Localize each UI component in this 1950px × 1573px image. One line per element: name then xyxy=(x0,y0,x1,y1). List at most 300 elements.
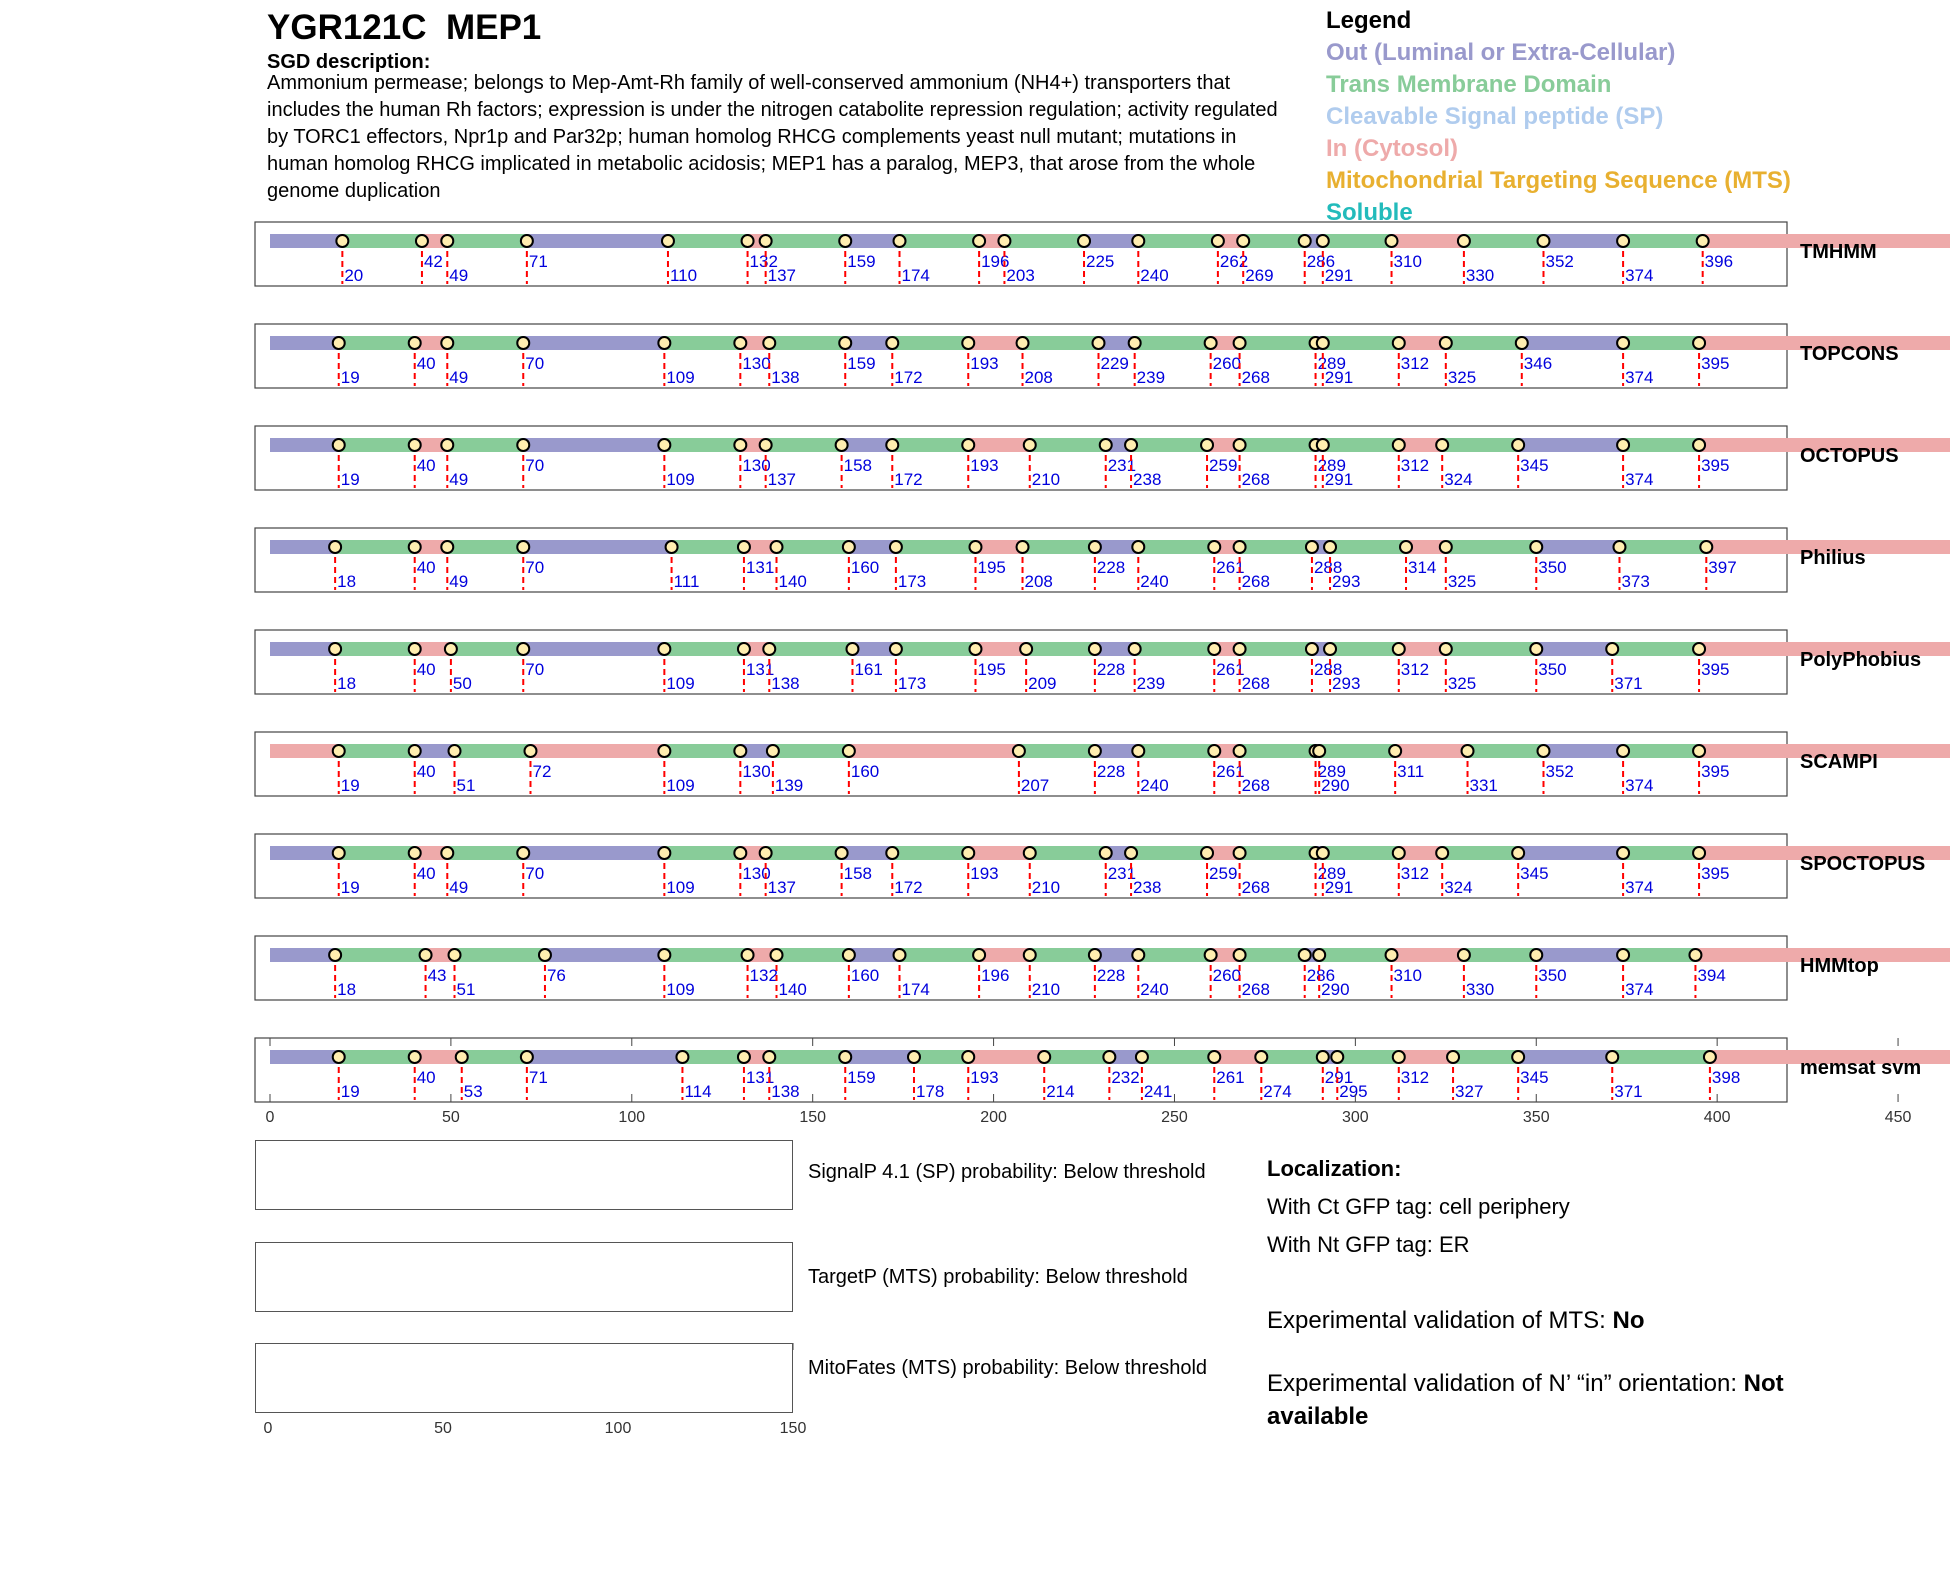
legend-title: Legend xyxy=(1326,7,1412,34)
segment-tm xyxy=(1323,234,1392,248)
boundary-label: 261 xyxy=(1216,1068,1245,1087)
segment-tm xyxy=(1135,336,1211,350)
x-tick-label: 150 xyxy=(799,1109,827,1126)
boundary-marker xyxy=(1020,643,1032,655)
mts-validation-label: Experimental validation of MTS: xyxy=(1267,1307,1613,1334)
boundary-marker xyxy=(409,643,421,655)
x-tick-label: 300 xyxy=(1342,1109,1369,1126)
boundary-label: 324 xyxy=(1444,470,1473,489)
segment-tm xyxy=(1330,540,1406,554)
segment-tm xyxy=(1240,438,1316,452)
boundary-label: 293 xyxy=(1332,674,1361,693)
boundary-label: 130 xyxy=(742,354,771,373)
boundary-marker xyxy=(738,643,750,655)
boundary-label: 288 xyxy=(1313,660,1343,679)
segment-tm xyxy=(1319,744,1395,758)
track-name: SPOCTOPUS xyxy=(1800,853,1926,875)
segment-tm xyxy=(1446,540,1536,554)
boundary-marker xyxy=(1440,541,1452,553)
segment-out xyxy=(270,948,335,962)
boundary-label: 159 xyxy=(847,1068,876,1087)
boundary-marker xyxy=(771,949,783,961)
boundary-marker xyxy=(1212,235,1224,247)
boundary-label: 19 xyxy=(340,1082,360,1101)
segment-out xyxy=(270,234,342,248)
boundary-label: 138 xyxy=(771,1082,800,1101)
boundary-label: 109 xyxy=(666,776,695,795)
boundary-marker xyxy=(962,337,974,349)
boundary-marker xyxy=(742,235,754,247)
boundary-label: 19 xyxy=(340,470,360,489)
boundary-marker xyxy=(658,643,670,655)
boundary-marker xyxy=(1389,745,1401,757)
boundary-label: 132 xyxy=(749,252,778,271)
boundary-marker xyxy=(1017,337,1029,349)
boundary-label: 228 xyxy=(1096,660,1126,679)
boundary-label: 238 xyxy=(1133,470,1162,489)
boundary-marker xyxy=(517,847,529,859)
segment-tm xyxy=(766,234,846,248)
segment-tm xyxy=(892,846,968,860)
boundary-label: 207 xyxy=(1020,776,1050,795)
segment-out xyxy=(1518,1050,1612,1064)
boundary-label: 289 xyxy=(1317,864,1346,883)
segment-tm xyxy=(447,438,523,452)
boundary-label: 173 xyxy=(897,674,927,693)
boundary-marker xyxy=(1693,337,1705,349)
boundary-marker xyxy=(1317,235,1329,247)
boundary-marker xyxy=(333,1051,345,1063)
boundary-marker xyxy=(333,337,345,349)
segment-tm xyxy=(1323,336,1399,350)
segment-tm xyxy=(664,438,740,452)
boundary-marker xyxy=(763,1051,775,1063)
boundary-marker xyxy=(1516,337,1528,349)
boundary-label: 40 xyxy=(416,864,436,883)
boundary-marker xyxy=(658,949,670,961)
segment-in xyxy=(968,438,1030,452)
localization xyxy=(1267,1150,1570,1264)
boundary-marker xyxy=(1201,439,1213,451)
boundary-label: 228 xyxy=(1096,966,1126,985)
prob-tick-label: 150 xyxy=(779,1420,807,1437)
boundary-label: 290 xyxy=(1321,980,1350,999)
boundary-label: 19 xyxy=(340,776,360,795)
boundary-label: 312 xyxy=(1400,660,1430,679)
boundary-marker xyxy=(1393,439,1405,451)
boundary-marker xyxy=(1208,541,1220,553)
boundary-label: 193 xyxy=(970,354,999,373)
segment-out xyxy=(527,234,668,248)
boundary-label: 210 xyxy=(1031,878,1061,897)
boundary-marker xyxy=(1205,949,1217,961)
segment-tm xyxy=(447,846,523,860)
boundary-label: 228 xyxy=(1096,762,1126,781)
boundary-marker xyxy=(1125,847,1137,859)
segment-tm xyxy=(773,744,849,758)
boundary-marker xyxy=(890,643,902,655)
boundary-label: 71 xyxy=(528,252,548,271)
boundary-marker xyxy=(760,235,772,247)
boundary-label: 259 xyxy=(1209,864,1238,883)
boundary-marker xyxy=(1400,541,1412,553)
boundary-label: 159 xyxy=(847,354,876,373)
boundary-marker xyxy=(1208,643,1220,655)
boundary-label: 109 xyxy=(666,980,695,999)
boundary-label: 196 xyxy=(981,966,1010,985)
boundary-label: 70 xyxy=(525,660,545,679)
segment-out xyxy=(270,336,339,350)
segment-out xyxy=(845,336,892,350)
page-title: YGR121C MEP1 xyxy=(267,8,542,47)
boundary-marker xyxy=(329,541,341,553)
boundary-label: 240 xyxy=(1140,572,1169,591)
segment-tm xyxy=(769,336,845,350)
boundary-label: 238 xyxy=(1133,878,1162,897)
boundary-label: 137 xyxy=(767,470,797,489)
legend-item-soluble: Soluble xyxy=(1326,199,1413,226)
boundary-label: 293 xyxy=(1332,572,1361,591)
segment-tm xyxy=(455,744,531,758)
boundary-marker xyxy=(886,439,898,451)
boundary-label: 138 xyxy=(771,674,800,693)
boundary-label: 210 xyxy=(1031,980,1061,999)
segment-tm xyxy=(664,642,744,656)
boundary-marker xyxy=(441,439,453,451)
boundary-marker xyxy=(843,949,855,961)
boundary-marker xyxy=(1234,439,1246,451)
segment-in xyxy=(415,1050,462,1064)
segment-tm xyxy=(1464,234,1544,248)
segment-out xyxy=(523,438,664,452)
track-frame xyxy=(255,834,1787,898)
segment-tm xyxy=(1138,744,1214,758)
boundary-label: 110 xyxy=(669,266,698,285)
segment-out xyxy=(842,438,893,452)
segment-out xyxy=(1543,234,1623,248)
boundary-label: 352 xyxy=(1545,252,1574,271)
boundary-label: 40 xyxy=(416,558,436,577)
boundary-label: 268 xyxy=(1241,878,1270,897)
segment-tm xyxy=(1261,1050,1323,1064)
boundary-label: 241 xyxy=(1143,1082,1173,1101)
segment-out xyxy=(1518,846,1623,860)
boundary-label: 131 xyxy=(745,1068,775,1087)
boundary-label: 76 xyxy=(546,966,566,985)
segment-tm xyxy=(1240,744,1316,758)
boundary-label: 50 xyxy=(452,674,472,693)
boundary-label: 114 xyxy=(684,1082,712,1101)
track-name: TMHMM xyxy=(1800,241,1877,263)
boundary-label: 174 xyxy=(901,266,930,285)
track-frame xyxy=(255,426,1787,490)
boundary-label: 324 xyxy=(1444,878,1473,897)
boundary-marker xyxy=(1331,1051,1343,1063)
boundary-label: 49 xyxy=(449,266,469,285)
segment-tm xyxy=(892,438,968,452)
boundary-label: 70 xyxy=(525,864,545,883)
boundary-marker xyxy=(836,439,848,451)
segment-tm xyxy=(1464,948,1536,962)
boundary-marker xyxy=(1606,1051,1618,1063)
segment-tm xyxy=(455,948,545,962)
segment-tm xyxy=(1240,948,1305,962)
boundary-label: 395 xyxy=(1701,864,1730,883)
segment-out xyxy=(1543,744,1623,758)
boundary-marker xyxy=(420,949,432,961)
boundary-marker xyxy=(333,745,345,757)
boundary-label: 398 xyxy=(1711,1068,1741,1087)
orientation-validation xyxy=(1267,1367,1867,1433)
boundary-label: 288 xyxy=(1313,558,1343,577)
boundary-marker xyxy=(1132,235,1144,247)
segment-tm xyxy=(1619,540,1706,554)
boundary-label: 209 xyxy=(1028,674,1057,693)
segment-in xyxy=(530,744,664,758)
boundary-label: 231 xyxy=(1107,864,1137,883)
segment-tm xyxy=(664,336,740,350)
boundary-marker xyxy=(409,439,421,451)
segment-tm xyxy=(1138,234,1218,248)
boundary-marker xyxy=(1024,847,1036,859)
segment-tm xyxy=(766,438,842,452)
boundary-label: 396 xyxy=(1704,252,1734,271)
boundary-label: 374 xyxy=(1625,878,1654,897)
segment-in xyxy=(270,744,339,758)
boundary-label: 262 xyxy=(1219,252,1249,271)
boundary-label: 330 xyxy=(1465,266,1495,285)
boundary-marker xyxy=(734,439,746,451)
boundary-marker xyxy=(846,643,858,655)
boundary-marker xyxy=(1436,847,1448,859)
segment-tm xyxy=(769,1050,845,1064)
boundary-marker xyxy=(973,949,985,961)
segment-out xyxy=(270,642,335,656)
boundary-label: 239 xyxy=(1136,674,1166,693)
boundary-label: 394 xyxy=(1697,966,1726,985)
boundary-label: 137 xyxy=(767,878,797,897)
boundary-label: 350 xyxy=(1538,558,1567,577)
boundary-marker xyxy=(409,337,421,349)
boundary-label: 173 xyxy=(897,572,927,591)
boundary-label: 71 xyxy=(528,1068,548,1087)
segment-out xyxy=(845,1050,914,1064)
boundary-label: 325 xyxy=(1447,368,1477,387)
boundary-label: 268 xyxy=(1241,470,1270,489)
boundary-marker xyxy=(441,541,453,553)
x-tick-label: 50 xyxy=(441,1109,460,1126)
boundary-marker xyxy=(333,439,345,451)
segment-tm xyxy=(451,642,523,656)
segment-tm xyxy=(1142,1050,1214,1064)
prob-tick-label: 0 xyxy=(263,1420,273,1437)
segment-out xyxy=(1084,234,1138,248)
boundary-label: 289 xyxy=(1317,762,1346,781)
boundary-label: 240 xyxy=(1140,266,1169,285)
boundary-label: 193 xyxy=(970,456,999,475)
boundary-label: 345 xyxy=(1520,864,1549,883)
legend-item-in: In (Cytosol) xyxy=(1326,135,1458,162)
boundary-label: 291 xyxy=(1324,368,1354,387)
boundary-label: 51 xyxy=(456,776,476,795)
boundary-marker xyxy=(1313,949,1325,961)
boundary-label: 140 xyxy=(778,572,807,591)
segment-out xyxy=(545,948,664,962)
boundary-marker xyxy=(441,337,453,349)
boundary-label: 109 xyxy=(666,674,695,693)
boundary-label: 49 xyxy=(449,572,469,591)
boundary-label: 325 xyxy=(1447,572,1477,591)
boundary-label: 172 xyxy=(894,470,923,489)
segment-in xyxy=(849,744,1019,758)
boundary-label: 395 xyxy=(1701,456,1730,475)
boundary-marker xyxy=(1255,1051,1267,1063)
boundary-label: 374 xyxy=(1625,266,1654,285)
segment-tm xyxy=(1446,336,1522,350)
segment-tm xyxy=(1030,948,1095,962)
boundary-label: 232 xyxy=(1111,1068,1140,1087)
segment-out xyxy=(845,234,899,248)
segment-tm xyxy=(672,540,744,554)
segment-in xyxy=(979,948,1030,962)
boundary-label: 203 xyxy=(1006,266,1035,285)
boundary-marker xyxy=(962,439,974,451)
boundary-marker xyxy=(1299,949,1311,961)
segment-tm xyxy=(1044,1050,1109,1064)
boundary-label: 130 xyxy=(742,864,771,883)
boundary-marker xyxy=(409,541,421,553)
segment-tm xyxy=(1243,234,1305,248)
boundary-label: 291 xyxy=(1324,470,1354,489)
boundary-marker xyxy=(1317,337,1329,349)
boundary-label: 109 xyxy=(666,368,695,387)
segment-out xyxy=(1522,336,1623,350)
boundary-label: 371 xyxy=(1614,674,1643,693)
mts-validation xyxy=(1267,1307,1644,1335)
segment-tm xyxy=(1319,948,1391,962)
segment-tm xyxy=(1240,540,1312,554)
boundary-label: 291 xyxy=(1324,1068,1354,1087)
boundary-marker xyxy=(886,847,898,859)
segment-out xyxy=(1518,438,1623,452)
boundary-marker xyxy=(1100,847,1112,859)
segment-in xyxy=(975,642,1026,656)
boundary-marker xyxy=(1512,439,1524,451)
boundary-marker xyxy=(1537,235,1549,247)
segment-out xyxy=(270,846,339,860)
boundary-marker xyxy=(890,541,902,553)
boundary-label: 395 xyxy=(1701,762,1730,781)
boundary-label: 20 xyxy=(344,266,364,285)
boundary-label: 261 xyxy=(1216,762,1245,781)
segment-tm xyxy=(339,1050,415,1064)
boundary-label: 395 xyxy=(1701,354,1730,373)
boundary-marker xyxy=(1089,949,1101,961)
boundary-label: 228 xyxy=(1096,558,1126,577)
segment-tm xyxy=(900,948,980,962)
boundary-marker xyxy=(409,745,421,757)
boundary-marker xyxy=(1017,541,1029,553)
boundary-marker xyxy=(1393,1051,1405,1063)
boundary-marker xyxy=(1092,337,1104,349)
boundary-marker xyxy=(441,235,453,247)
boundary-marker xyxy=(409,1051,421,1063)
orientation-validation-value: Not available xyxy=(1267,1370,1784,1430)
segment-tm xyxy=(1623,744,1699,758)
boundary-label: 345 xyxy=(1520,456,1549,475)
boundary-label: 208 xyxy=(1024,572,1053,591)
boundary-marker xyxy=(767,745,779,757)
x-tick-label: 250 xyxy=(1161,1109,1188,1126)
segment-tm xyxy=(335,642,415,656)
segment-tm xyxy=(892,336,968,350)
boundary-marker xyxy=(1234,949,1246,961)
boundary-marker xyxy=(1617,337,1629,349)
legend-item-mts: Mitochondrial Targeting Sequence (MTS) xyxy=(1326,167,1791,194)
segment-tm xyxy=(1323,438,1399,452)
boundary-label: 138 xyxy=(771,368,800,387)
boundary-marker xyxy=(1132,745,1144,757)
boundary-label: 193 xyxy=(970,864,999,883)
boundary-label: 40 xyxy=(416,456,436,475)
boundary-label: 374 xyxy=(1625,470,1654,489)
boundary-marker xyxy=(666,541,678,553)
boundary-label: 374 xyxy=(1625,776,1654,795)
boundary-label: 172 xyxy=(894,878,923,897)
segment-tm xyxy=(1019,744,1095,758)
boundary-marker xyxy=(449,745,461,757)
boundary-label: 160 xyxy=(850,966,880,985)
boundary-label: 312 xyxy=(1400,1068,1430,1087)
boundary-label: 397 xyxy=(1708,558,1737,577)
boundary-label: 158 xyxy=(843,864,873,883)
boundary-marker xyxy=(1458,949,1470,961)
boundary-marker xyxy=(1324,541,1336,553)
segment-tm xyxy=(1023,540,1095,554)
boundary-marker xyxy=(662,235,674,247)
boundary-label: 159 xyxy=(847,252,876,271)
sgd-description-label: SGD description: xyxy=(267,51,431,73)
segment-tm xyxy=(668,234,748,248)
boundary-label: 49 xyxy=(449,878,469,897)
boundary-marker xyxy=(1386,235,1398,247)
boundary-label: 40 xyxy=(416,1068,436,1087)
segment-tm xyxy=(1453,1050,1518,1064)
boundary-marker xyxy=(843,541,855,553)
segment-out xyxy=(270,438,339,452)
boundary-label: 311 xyxy=(1397,762,1425,781)
segment-tm xyxy=(682,1050,744,1064)
boundary-marker xyxy=(734,745,746,757)
mitofates-label: MitoFates (MTS) probability: Below threshold xyxy=(808,1357,1208,1379)
localization-nt: With Nt GFP tag: ER xyxy=(1267,1232,1470,1257)
boundary-marker xyxy=(517,541,529,553)
segment-tm xyxy=(1240,642,1312,656)
boundary-label: 139 xyxy=(774,776,804,795)
mts-validation-value: No xyxy=(1612,1307,1645,1334)
segment-tm xyxy=(342,234,422,248)
x-tick-label: 350 xyxy=(1522,1109,1550,1126)
track-frame xyxy=(255,1038,1787,1102)
boundary-label: 51 xyxy=(456,980,476,999)
segment-tm xyxy=(777,948,849,962)
boundary-label: 346 xyxy=(1523,354,1553,373)
segment-tm xyxy=(766,846,842,860)
boundary-label: 268 xyxy=(1241,572,1270,591)
boundary-marker xyxy=(409,847,421,859)
segment-tm xyxy=(1023,336,1099,350)
boundary-label: 274 xyxy=(1263,1082,1292,1101)
